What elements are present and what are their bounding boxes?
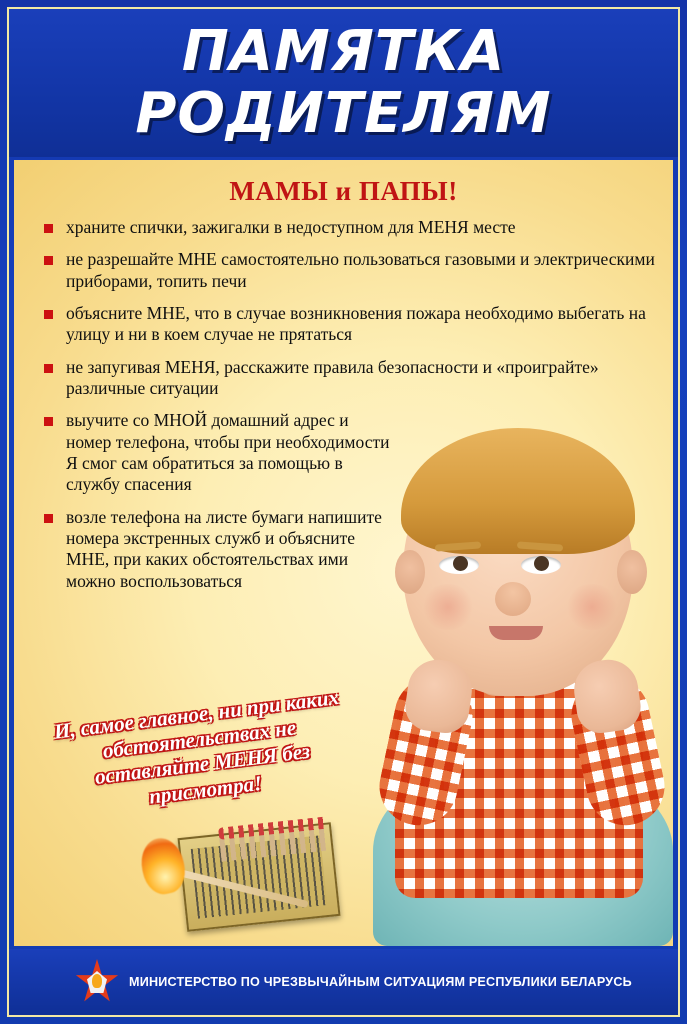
footer-organization-label: МИНИСТЕРСТВО ПО ЧРЕЗВЫЧАЙНЫМ СИТУАЦИЯМ РЕСПУБЛИКИ БЕЛАРУСЬ xyxy=(129,975,632,989)
list-item: не запугивая МЕНЯ, расскажите правила безопасности и «проиграйте» различные ситуации xyxy=(44,357,659,400)
right-pupil-shape xyxy=(534,556,549,571)
list-item: не разрешайте МНЕ самостоятельно пользоваться газовыми и электрическими приборами, топить печи xyxy=(44,249,659,292)
section-subtitle: МАМЫ и ПАПЫ! xyxy=(229,176,458,206)
emblem-flame-shape xyxy=(92,974,102,988)
list-item: храните спички, зажигалки в недоступном для МЕНЯ месте xyxy=(44,217,659,238)
mchs-emblem-icon xyxy=(75,959,119,1005)
matches-illustration xyxy=(154,808,354,938)
mouth-shape xyxy=(489,626,543,640)
page-title-line-1: ПАМЯТКА xyxy=(181,19,506,84)
content-panel xyxy=(14,160,673,946)
poster-header xyxy=(9,9,678,157)
list-item: выучите со МНОЙ домашний адрес и номер телефона, чтобы при необходимости Я смог сам обратиться за помощью в службу спасения xyxy=(44,410,396,495)
list-item: возле телефона на листе бумаги напишите номера экстренных служб и объясните МНЕ, при каких обстоятельствах ими можно воспользоваться xyxy=(44,507,396,592)
nose-shape xyxy=(495,582,531,616)
left-pupil-shape xyxy=(453,556,468,571)
poster-footer xyxy=(9,949,678,1015)
hair-shape xyxy=(401,428,635,554)
right-ear-shape xyxy=(617,550,647,594)
left-cheek-shape xyxy=(421,584,475,630)
boy-photo xyxy=(343,406,673,946)
page-title-line-2: РОДИТЕЛЯМ xyxy=(135,81,552,146)
list-item: объясните МНЕ, что в случае возникновения пожара необходимо выбегать на улицу и ни в коем случае не прятаться xyxy=(44,303,659,346)
slogan-text: И, самое главное, ни при каких обстоятельствах не оставляйте МЕНЯ без присмотра! xyxy=(52,684,341,809)
left-ear-shape xyxy=(395,550,425,594)
right-cheek-shape xyxy=(565,584,619,630)
